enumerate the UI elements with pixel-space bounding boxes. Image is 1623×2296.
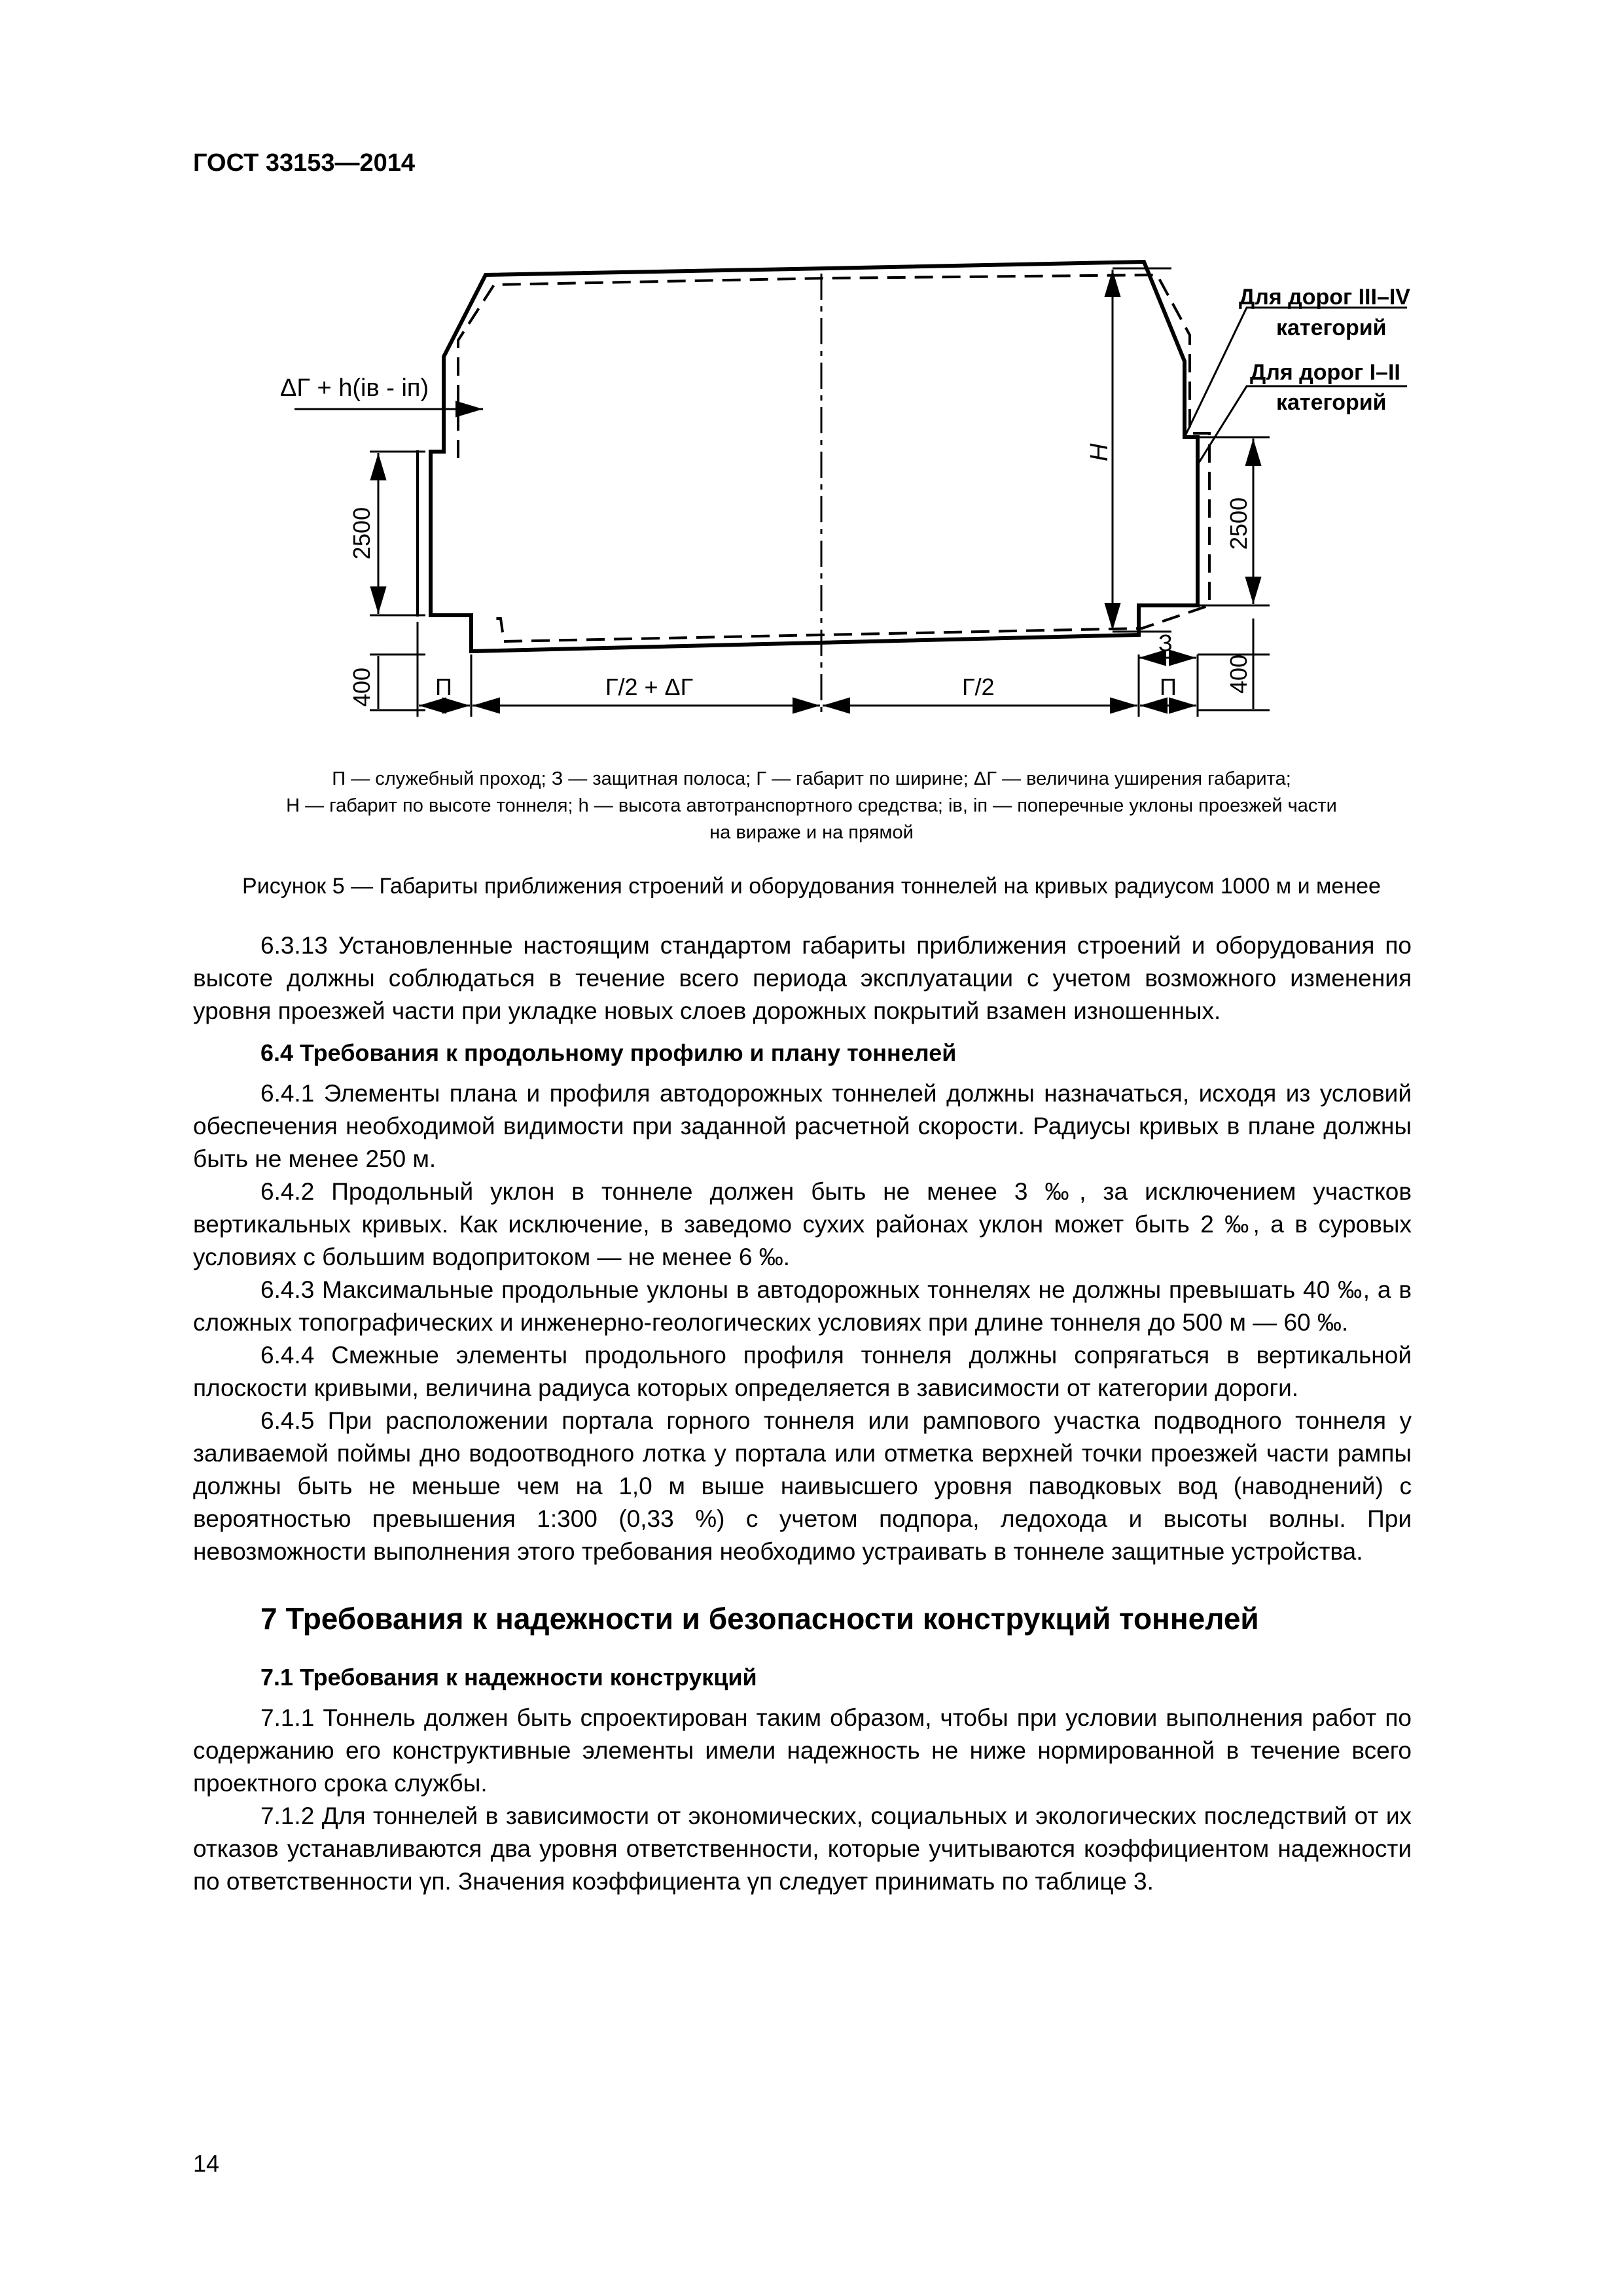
paragraph-6-4-1: 6.4.1 Элементы плана и профиля автодорожных тоннелей должны назначаться, исходя из условий обеспечения необходимой видимости при заданной расчетной скорости. Радиусы кривых в плане должны быть не менее 250 м. — [193, 1080, 1412, 1172]
paragraph-6-4-3: 6.4.3 Максимальные продольные уклоны в автодорожных тоннелях не должны превышать 40 ‰, а в сложных топографических и инженерно-геологических условиях при длине тоннеля до 500 м — 60 ‰. — [193, 1276, 1412, 1336]
label-p-left: П — [435, 673, 452, 700]
heading-7: 7 Требования к надежности и безопасности конструкций тоннелей — [260, 1602, 1259, 1636]
paragraph-7-1-1: 7.1.1 Тоннель должен быть спроектирован таким образом, чтобы при условии выполнения работ по содержанию его конструктивные элементы имели надежность не ниже нормированной в течение всего проектного срока службы. — [193, 1704, 1412, 1797]
legend-line-1: П — служебный проход; З — защитная полоса; Г — габарит по ширине; ΔГ — величина уширения габарита; — [332, 768, 1291, 789]
document-header: ГОСТ 33153—2014 — [193, 149, 416, 177]
paragraph-6-4-2: 6.4.2 Продольный уклон в тоннеле должен быть не менее 3 ‰, за исключением участков вертикальных кривых. Как исключение, в заведомо сухих районах уклон может быть 2 ‰, а в суровых условиях с большим водопритоком — не менее 6 ‰. — [193, 1178, 1412, 1270]
heading-6-4: 6.4 Требования к продольному профилю и плану тоннелей — [260, 1039, 957, 1066]
label-category-low-2: категорий — [1276, 390, 1387, 415]
label-400-right: 400 — [1225, 654, 1252, 694]
label-g-half: Г/2 — [962, 673, 995, 700]
label-category-high: Для дорог III–IV — [1239, 285, 1410, 310]
label-delta-formula: ΔГ + h(iв - iп) — [280, 374, 429, 402]
legend-line-3: на вираже и на прямой — [709, 822, 914, 843]
paragraph-7-1-2: 7.1.2 Для тоннелей в зависимости от экономических, социальных и экологических последствий от их отказов устанавливаются два уровня ответственности, которые учитываются коэффициентом надежности по ответственности γп. Значения коэффициента γп следует принимать по таблице 3. — [193, 1803, 1412, 1895]
legend-line-2: Н — габарит по высоте тоннеля; h — высота автотранспортного средства; iв, iп — поперечные уклоны проезжей части — [286, 795, 1337, 816]
label-z: З — [1158, 630, 1173, 656]
label-category-high-2: категорий — [1276, 315, 1387, 340]
label-p-right: П — [1160, 673, 1177, 700]
paragraph-6-3-13: 6.3.13 Установленные настоящим стандартом габариты приближения строений и оборудования по высоте должны соблюдаться в течение всего периода эксплуатации с учетом возможного изменения уровня проезжей части при укладке новых слоев дорожных покрытий взамен изношенных. — [193, 932, 1412, 1024]
figure-legend — [196, 766, 1427, 846]
heading-7-1: 7.1 Требования к надежности конструкций — [260, 1664, 757, 1691]
paragraph-6-4-5: 6.4.5 При расположении портала горного тоннеля или рампового участка подводного тоннеля у заливаемой поймы дно водоотводного лотка у портала или отметка верхней точки проезжей части рампы должны быть не меньше чем на 1,0 м выше наивысшего уровня паводковых вод (наводнений) с вероятностью превышения 1:300 (0,33 %) с учетом подпора, ледохода и высоты волны. При невозможности выполнения этого требования необходимо устраивать в тоннеле защитные устройства. — [193, 1407, 1412, 1565]
outline-solid — [431, 262, 1198, 651]
tunnel-clearance-figure — [0, 0, 1623, 746]
page-number: 14 — [193, 2150, 220, 2177]
label-400-left: 400 — [348, 667, 375, 707]
figure-caption: Рисунок 5 — Габариты приближения строений и оборудования тоннелей на кривых радиусом 1000 м и менее — [242, 874, 1381, 899]
label-g-half-delta: Г/2 + ΔГ — [605, 673, 694, 700]
label-2500-left: 2500 — [348, 507, 375, 560]
label-category-low: Для дорог I–II — [1250, 360, 1400, 385]
body-text — [193, 929, 1412, 1898]
label-height: Н — [1086, 443, 1113, 461]
paragraph-6-4-4: 6.4.4 Смежные элементы продольного профиля тоннеля должны сопрягаться в вертикальной плоскости кривыми, величина радиуса которых определяется в зависимости от категории дороги. — [193, 1342, 1412, 1401]
label-2500-right: 2500 — [1225, 497, 1252, 550]
